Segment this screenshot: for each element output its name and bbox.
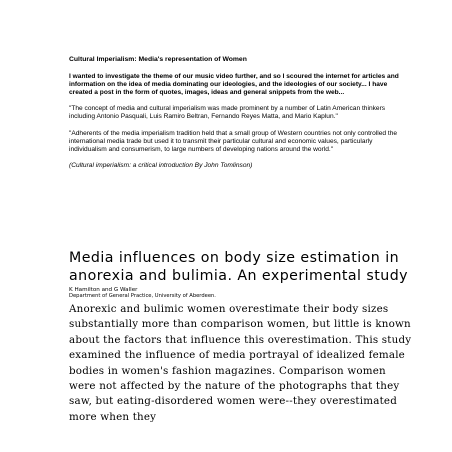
article-title: Media influences on body size estimation in anorexia and bulimia. An experimental study [69, 250, 409, 284]
blog-post-intro: I wanted to investigate the theme of our music video further, and so I scoured the internet for articles and information on the idea of media dominating our ideologies, and the ideologies of our society... I have created a post in the form of quotes, images, ideas and general snippets from the web... [69, 73, 399, 97]
blog-post-title: Cultural Imperialism: Media's representation of Women [69, 56, 247, 63]
blog-citation: (Cultural imperialism: a critical introduction By John Tomlinson) [69, 161, 253, 169]
blog-post [69, 56, 399, 178]
blog-quote-2: "Adherents of the media imperialism tradition held that a small group of Western countries not only controlled the international media trade but used it to transmit their particular cultural and economic values, particularly individualism and consumerism, to large numbers of developing nations around the world." [69, 129, 398, 153]
blog-quote-1: "The concept of media and cultural imperialism was made prominent by a number of Latin American thinkers including Antonio Pasquali, Luis Ramiro Beltran, Fernando Reyes Matta, and Mario Kaplun." [69, 105, 386, 121]
article-affiliation: Department of General Practice, University of Aberdeen. [69, 293, 216, 300]
article-excerpt [69, 250, 415, 425]
article-abstract: Anorexic and bulimic women overestimate their body sizes substantially more than comparison women, but little is known about the factors that influence this overestimation. This study examined the influence of media portrayal of idealized female bodies in women's fashion magazines. Comparison women were not affected by the nature of the photographs that they saw, but eating-disordered women were--they overestimated more when they [69, 302, 412, 423]
article-authors: K Hamilton and G Waller [69, 286, 138, 293]
